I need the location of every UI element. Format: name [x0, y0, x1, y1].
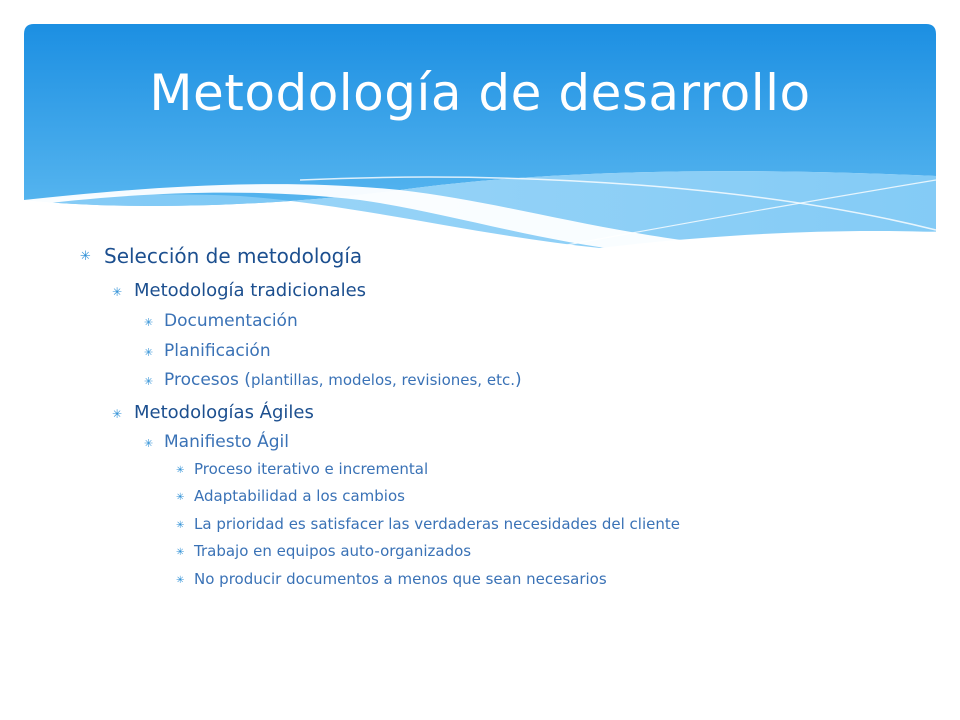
bullet-level3 — [144, 311, 298, 331]
bullet-star-icon: ✳ — [80, 249, 91, 264]
bullet-level4 — [176, 487, 405, 505]
bullet-level2 — [112, 280, 367, 301]
bullet-text: Documentación — [164, 311, 298, 331]
bullet-star-icon: ✳ — [176, 492, 185, 503]
bullet-text-close: ) — [514, 370, 522, 390]
slide-title: Metodología de desarrollo — [149, 64, 811, 122]
bullet-text: Metodología tradicionales — [134, 280, 367, 301]
bullet-star-icon: ✳ — [176, 520, 185, 531]
bullet-star-icon: ✳ — [144, 316, 154, 329]
bullet-level4 — [176, 515, 680, 533]
bullet-level4 — [176, 460, 429, 478]
bullet-text: No producir documentos a menos que sean necesarios — [194, 570, 607, 588]
bullet-level2 — [112, 402, 314, 423]
bullet-level1 — [80, 244, 363, 268]
bullet-star-icon: ✳ — [144, 346, 154, 359]
bullet-star-icon: ✳ — [144, 375, 154, 388]
bullet-text: Trabajo en equipos auto-organizados — [194, 542, 472, 560]
bullet-star-icon: ✳ — [176, 465, 185, 476]
bullet-star-icon: ✳ — [112, 285, 123, 299]
bullet-level4 — [176, 542, 472, 560]
bullet-text: Adaptabilidad a los cambios — [194, 487, 405, 505]
bullet-text: Proceso iterativo e incremental — [194, 460, 429, 478]
bullet-text: Manifiesto Ágil — [164, 432, 289, 452]
bullet-star-icon: ✳ — [176, 575, 185, 586]
bullet-text-small: plantillas, modelos, revisiones, etc. — [250, 371, 515, 389]
bullet-level4 — [176, 570, 607, 588]
bullet-level3 — [144, 432, 289, 452]
bullet-level3 — [144, 341, 271, 361]
bullet-star-icon: ✳ — [176, 547, 185, 558]
bullet-text: Selección de metodología — [104, 244, 363, 268]
bullet-star-icon: ✳ — [144, 437, 154, 450]
bullet-level3 — [144, 370, 522, 390]
bullet-text: Procesos ( — [164, 370, 251, 390]
bullet-text: Planificación — [164, 341, 271, 361]
bullet-star-icon: ✳ — [112, 407, 123, 421]
bullet-text: La prioridad es satisfacer las verdaderas necesidades del cliente — [194, 515, 680, 533]
bullet-text: Metodologías Ágiles — [134, 402, 314, 423]
